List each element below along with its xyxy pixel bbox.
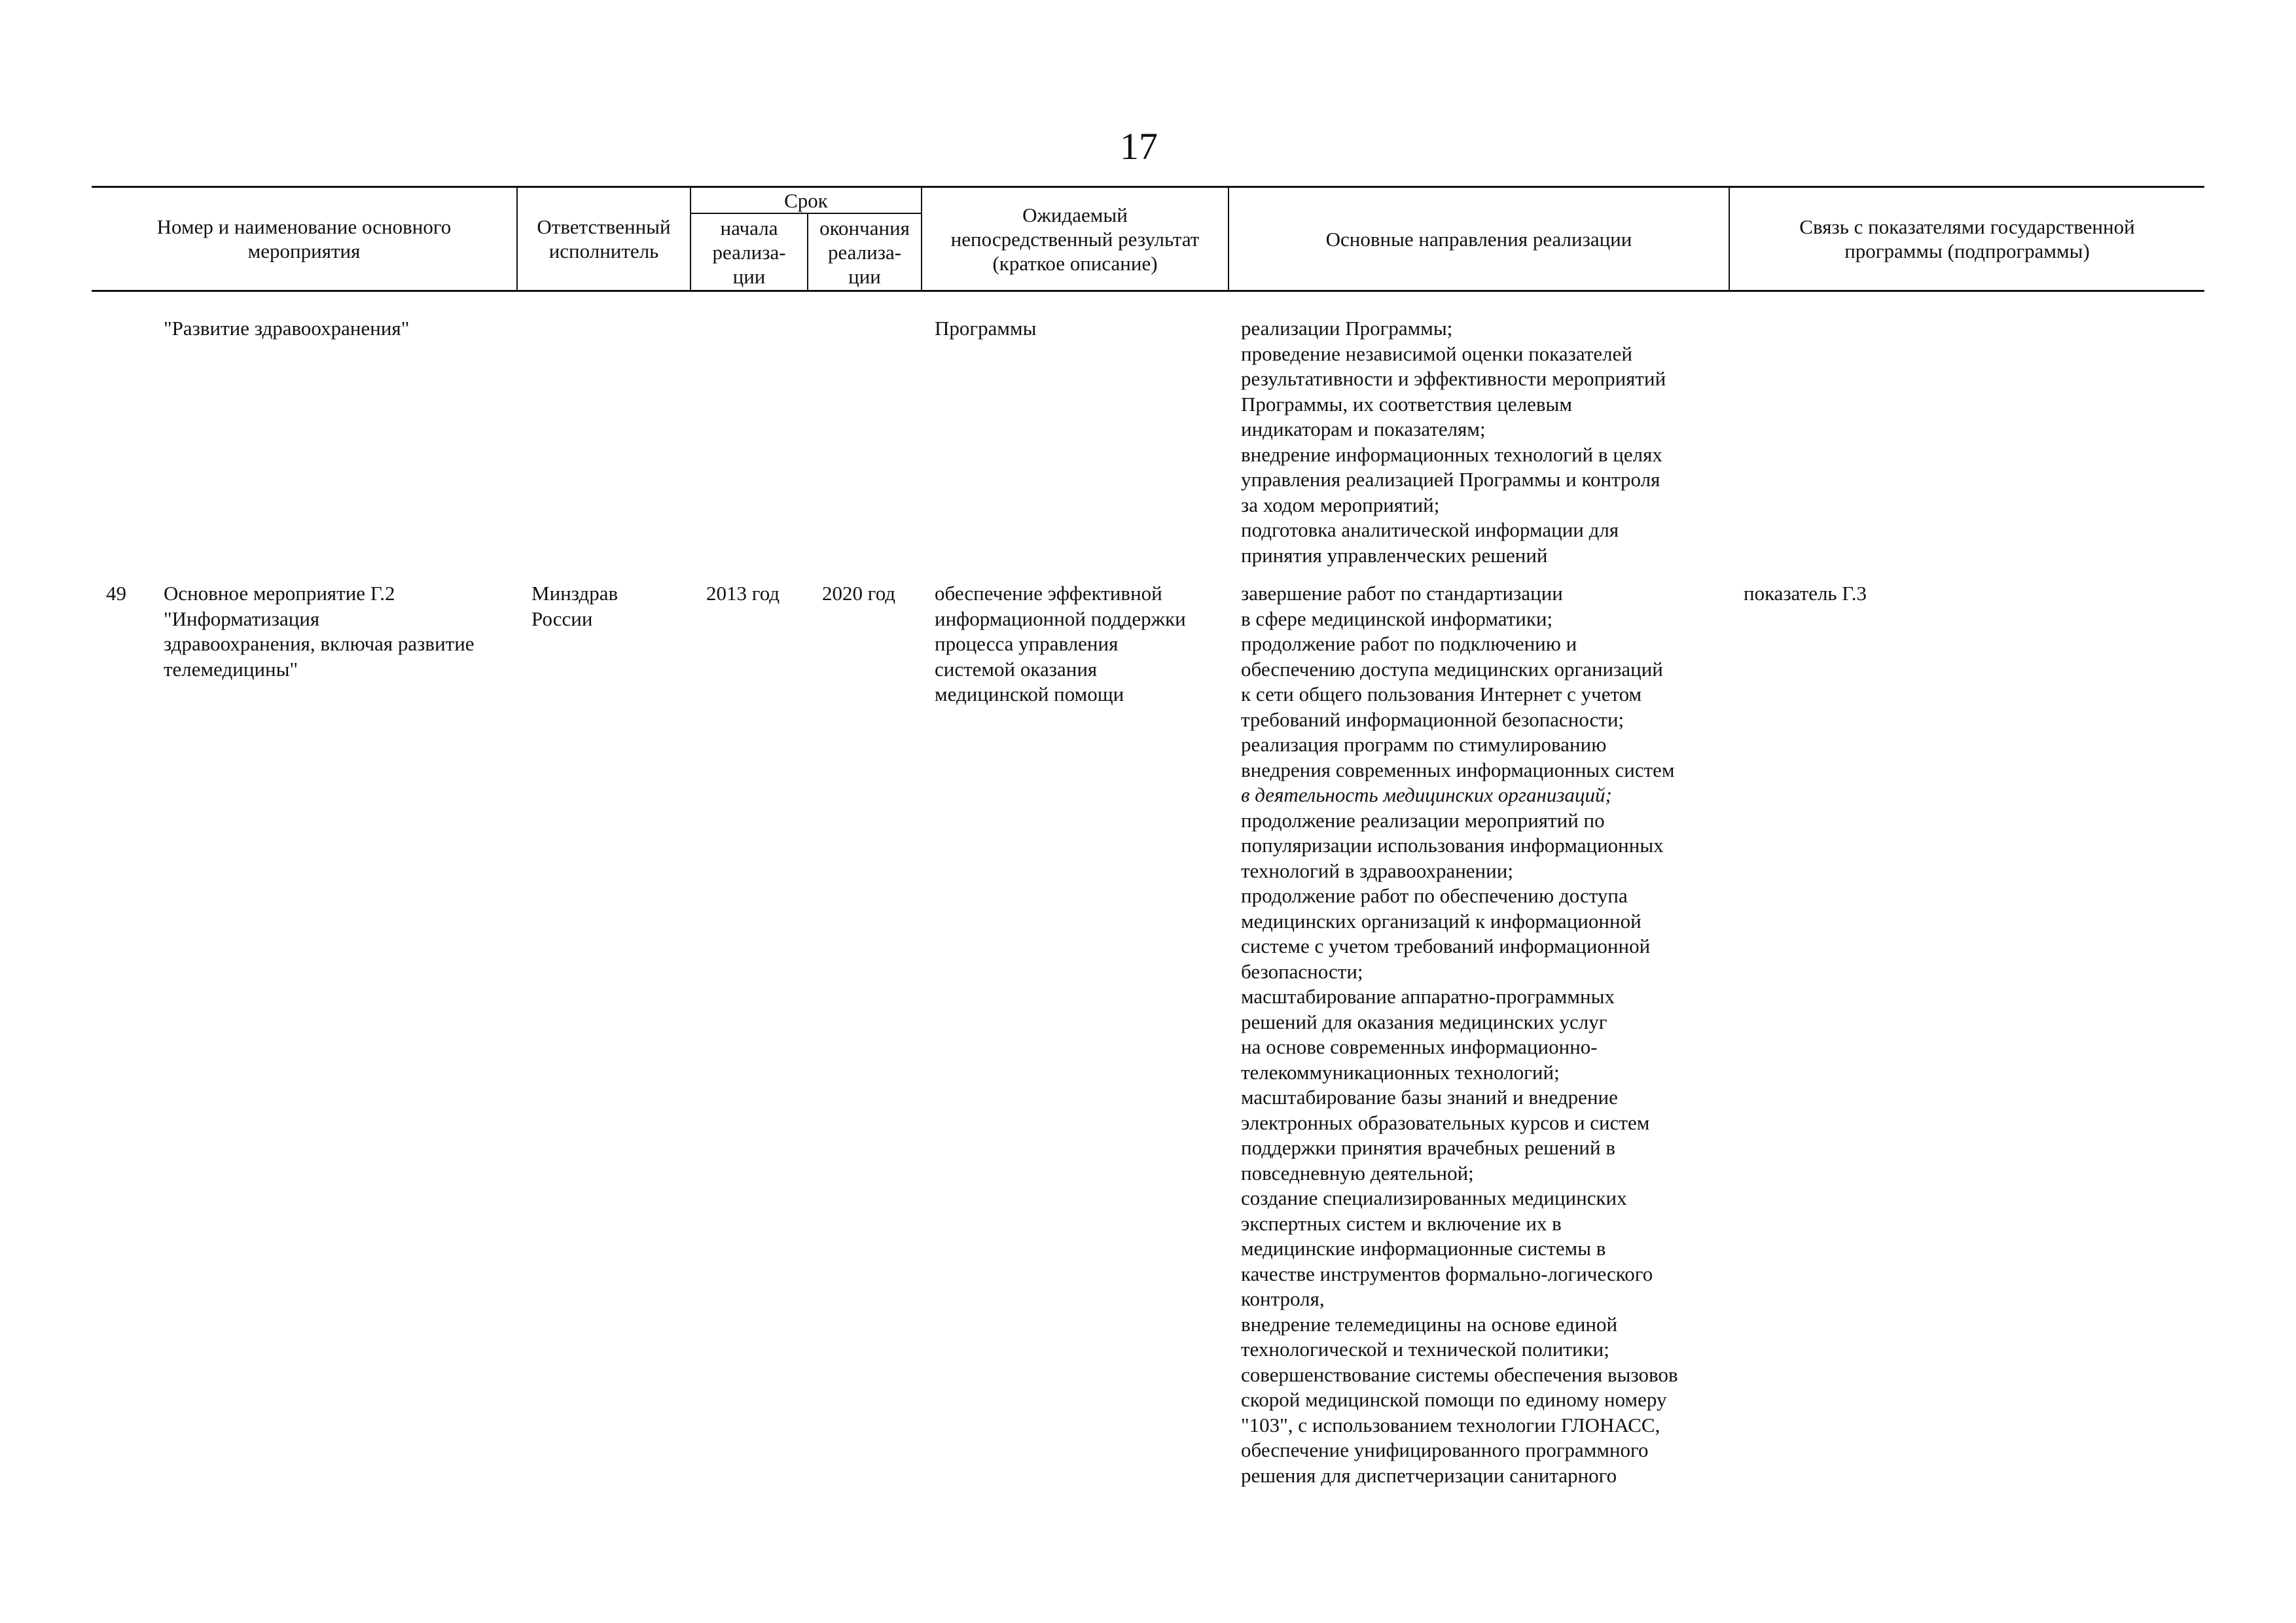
row-direction-line: медицинские информационные системы в [1241, 1237, 1606, 1260]
row-direction-line: поддержки принятия врачебных решений в [1241, 1136, 1615, 1159]
row-directions [1241, 581, 1678, 1488]
row-result-line: системой оказания [935, 657, 1098, 681]
header-executor-line-1: Ответственный [537, 215, 671, 238]
header-result [922, 188, 1228, 290]
row-direction-line: в деятельность медицинских организаций; [1241, 783, 1612, 806]
row-direction-line: технологической и технической политики; [1241, 1338, 1609, 1361]
row-name [164, 581, 475, 682]
row-direction-line: электронных образовательных курсов и систем [1241, 1111, 1650, 1134]
header-result-line-2: непосредственный результат [950, 227, 1200, 251]
row-direction-line: требований информационной безопасности; [1241, 707, 1624, 731]
header-end-line-1: окончания [819, 216, 910, 240]
continuation-result: Программы [935, 317, 1037, 340]
row-direction-line: популяризации использования информационных [1241, 834, 1664, 857]
row-direction-line: совершенствование системы обеспечения вызовов [1241, 1363, 1678, 1386]
row-direction-line: внедрение телемедицины на основе единой [1241, 1312, 1618, 1336]
continuation-direction-line: внедрение информационных технологий в целях [1241, 442, 1662, 466]
continuation-direction-line: управления реализацией Программы и контроля [1241, 468, 1660, 491]
row-direction-line: масштабирование базы знаний и внедрение [1241, 1086, 1618, 1109]
row-name-line: телемедицины" [164, 657, 298, 681]
row-direction-line: качестве инструментов формально-логического [1241, 1262, 1653, 1285]
row-link: показатель Г.3 [1744, 582, 1867, 605]
row-direction-line: контроля, [1241, 1287, 1325, 1310]
header-term: Срок [784, 188, 828, 212]
header-link-line-1: Связь с показателями государственной [1799, 215, 2135, 238]
header-link-line-2: программы (подпрограммы) [1844, 240, 2090, 262]
row-end: 2020 год [822, 582, 896, 605]
row-direction-line: системе с учетом требований информационной [1241, 935, 1651, 957]
header-start-line-2: реализа- [712, 240, 786, 264]
continuation-direction-line: проведение независимой оценки показателей [1241, 342, 1632, 365]
row-direction-line: внедрения современных информационных систем [1241, 758, 1675, 781]
row-executor-line: России [531, 607, 593, 630]
row-direction-line: завершение работ по стандартизации [1241, 582, 1563, 605]
header-name [92, 188, 516, 290]
continuation-direction-line: реализации Программы; [1241, 317, 1453, 340]
row-name-line: здравоохранения, включая развитие [164, 632, 475, 655]
row-direction-line: в сфере медицинской информатики; [1241, 607, 1553, 630]
header-directions: Основные направления реализации [1325, 227, 1632, 251]
continuation-direction-line: результативности и эффективности мероприятий [1241, 367, 1666, 390]
continuation-name: "Развитие здравоохранения" [164, 317, 410, 340]
header-start-line-1: начала [720, 216, 778, 240]
continuation-direction-line: за ходом мероприятий; [1241, 493, 1440, 516]
row-direction-line: на основе современных информационно- [1241, 1035, 1598, 1058]
continuation-direction-line: Программы, их соответствия целевым [1241, 392, 1573, 416]
row-direction-line: обеспечение унифицированного программного [1241, 1438, 1649, 1461]
row-executor [531, 581, 618, 632]
row-direction-line: повседневную деятельной; [1241, 1161, 1474, 1185]
continuation-direction-line: подготовка аналитической информации для [1241, 518, 1619, 541]
continuation-direction-line: индикаторам и показателям; [1241, 418, 1486, 440]
row-direction-line: технологий в здравоохранении; [1241, 859, 1513, 882]
header-result-line-3: (краткое описание) [992, 251, 1158, 275]
row-start: 2013 год [706, 582, 780, 605]
header-executor-line-2: исполнитель [548, 240, 659, 262]
header-end [808, 214, 921, 290]
row-direction-line: скорой медицинской помощи по единому номеру [1241, 1388, 1667, 1411]
row-direction-line: реализация программ по стимулированию [1241, 733, 1607, 756]
table-header-bottom-rule [92, 290, 2204, 292]
row-direction-line: продолжение работ по обеспечению доступа [1241, 884, 1628, 907]
continuation-directions [1241, 316, 1666, 568]
header-end-line-2: реализа- [827, 240, 902, 264]
header-end-line-3: ции [848, 264, 881, 288]
row-direction-line: обеспечению доступа медицинских организаций [1241, 657, 1663, 681]
header-executor [518, 188, 690, 290]
row-direction-line: к сети общего пользования Интернет с учетом [1241, 683, 1642, 705]
row-direction-line: решений для оказания медицинских услуг [1241, 1010, 1607, 1033]
header-name-line-1: Номер и наименование основного [156, 215, 452, 238]
header-start [691, 214, 807, 290]
row-direction-line: телекоммуникационных технологий; [1241, 1060, 1560, 1084]
header-link [1730, 188, 2204, 290]
continuation-direction-line: принятия управленческих решений [1241, 543, 1548, 567]
header-name-line-2: мероприятия [247, 240, 361, 262]
row-direction-line: продолжение реализации мероприятий по [1241, 808, 1605, 832]
row-executor-line: Минздрав [531, 582, 619, 605]
row-direction-line: продолжение работ по подключению и [1241, 632, 1577, 655]
row-number: 49 [106, 582, 126, 605]
row-direction-line: медицинских организаций к информационной [1241, 909, 1641, 933]
row-direction-line: "103", с использованием технологии ГЛОНАСС, [1241, 1413, 1660, 1436]
row-result-line: обеспечение эффективной [935, 582, 1162, 605]
page-number: 17 [1120, 125, 1158, 168]
row-direction-line: масштабирование аппаратно-программных [1241, 985, 1615, 1008]
header-start-line-3: ции [732, 264, 766, 288]
row-direction-line: решения для диспетчеризации санитарного [1241, 1463, 1617, 1487]
row-result [935, 581, 1186, 707]
row-name-line: "Информатизация [164, 607, 320, 630]
row-direction-line: безопасности; [1241, 959, 1363, 983]
row-direction-line: экспертных систем и включение их в [1241, 1211, 1562, 1235]
header-result-line-1: Ожидаемый [1022, 203, 1128, 226]
row-direction-line: создание специализированных медицинских [1241, 1186, 1627, 1209]
row-result-line: медицинской помощи [935, 683, 1124, 705]
row-name-line: Основное мероприятие Г.2 [164, 582, 395, 605]
row-result-line: информационной поддержки [935, 607, 1186, 630]
row-result-line: процесса управления [935, 632, 1119, 655]
